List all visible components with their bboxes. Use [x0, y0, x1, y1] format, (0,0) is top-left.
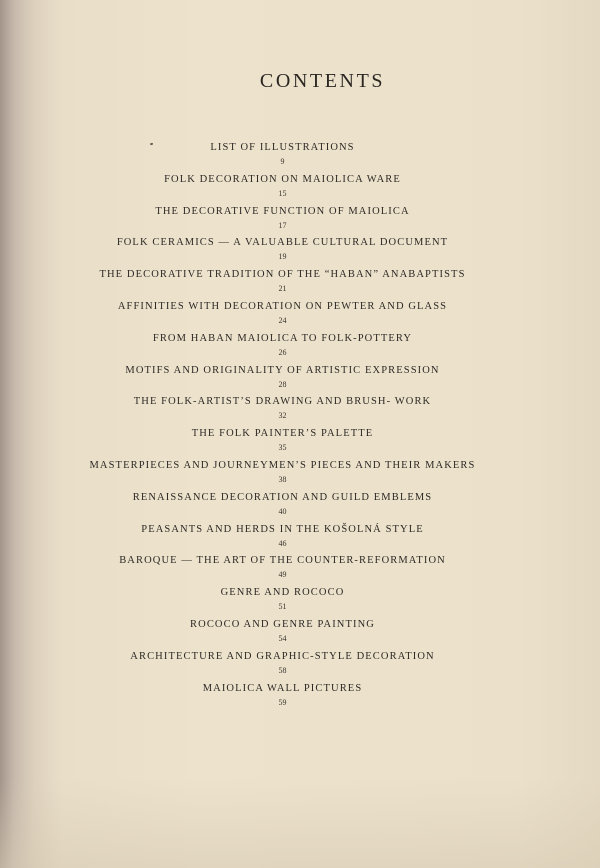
entry-title: AFFINITIES WITH DECORATION ON PEWTER AND GLASS	[117, 300, 448, 312]
entry-page-number: 26	[278, 347, 287, 357]
contents-heading: CONTENTS	[259, 70, 386, 92]
contents-entry	[40, 488, 525, 520]
entry-title: GENRE AND ROCOCO	[220, 587, 345, 599]
entry-page-number: 24	[278, 315, 287, 325]
entry-page-number: 19	[278, 252, 287, 262]
contents-entry	[40, 297, 525, 329]
contents-entry	[40, 615, 525, 647]
entry-title: FOLK DECORATION ON MAIOLICA WARE	[164, 173, 401, 185]
contents-entry	[40, 456, 525, 488]
entry-title: THE FOLK-ARTIST’S DRAWING AND BRUSH- WORK	[133, 396, 432, 408]
contents-entry	[40, 424, 525, 456]
contents-entry	[40, 679, 525, 711]
contents-entry	[40, 329, 525, 361]
entry-title: THE DECORATIVE FUNCTION OF MAIOLICA	[155, 205, 410, 217]
entry-title: FOLK CERAMICS — A VALUABLE CULTURAL DOCUMENT	[116, 237, 449, 249]
contents-list	[40, 138, 525, 710]
contents-entry	[40, 583, 525, 615]
contents-entry	[40, 520, 525, 552]
entry-page-number: 17	[278, 220, 287, 230]
entry-title: FROM HABAN MAIOLICA TO FOLK-POTTERY	[152, 332, 413, 344]
contents-entry	[40, 170, 525, 202]
contents-entry	[40, 265, 525, 297]
entry-page-number: 21	[278, 284, 287, 294]
contents-entry	[40, 233, 525, 265]
contents-entry	[40, 361, 525, 393]
entry-page-number: 9	[280, 157, 285, 166]
entry-title: PEASANTS AND HERDS IN THE KOŠOLNÁ STYLE	[141, 523, 424, 535]
entry-title: LIST OF ILLUSTRATIONS	[210, 142, 355, 153]
entry-title: MASTERPIECES AND JOURNEYMEN’S PIECES AND THEIR MAKERS	[89, 459, 476, 471]
entry-title: RENAISSANCE DECORATION AND GUILD EMBLEMS	[132, 491, 433, 503]
entry-page-number: 32	[278, 411, 287, 421]
entry-title: ROCOCO AND GENRE PAINTING	[190, 618, 375, 630]
entry-page-number: 59	[278, 697, 287, 707]
contents-entry	[40, 647, 525, 679]
entry-page-number: 28	[278, 379, 287, 389]
contents-entry	[40, 551, 525, 583]
entry-page-number: 46	[278, 538, 287, 548]
entry-title: THE FOLK PAINTER’S PALETTE	[191, 428, 374, 440]
entry-page-number: 54	[278, 633, 287, 643]
entry-page-number: 49	[278, 570, 287, 580]
entry-page-number: 58	[278, 665, 287, 675]
entry-page-number: 51	[278, 602, 287, 612]
entry-page-number: 35	[278, 443, 287, 453]
entry-title: BAROQUE — THE ART OF THE COUNTER-REFORMATION	[119, 555, 446, 567]
entry-title: ARCHITECTURE AND GRAPHIC-STYLE DECORATION	[130, 650, 435, 662]
entry-page-number: 38	[278, 474, 287, 484]
entry-title: THE DECORATIVE TRADITION OF THE “HABAN” ANABAPTISTS	[99, 269, 466, 281]
contents-entry	[40, 202, 525, 234]
entry-page-number: 15	[278, 188, 287, 198]
entry-title: MOTIFS AND ORIGINALITY OF ARTISTIC EXPRESSION	[125, 364, 440, 376]
contents-entry	[40, 138, 525, 170]
entry-page-number: 40	[278, 506, 287, 516]
contents-entry	[40, 392, 525, 424]
entry-title: MAIOLICA WALL PICTURES	[202, 682, 363, 694]
